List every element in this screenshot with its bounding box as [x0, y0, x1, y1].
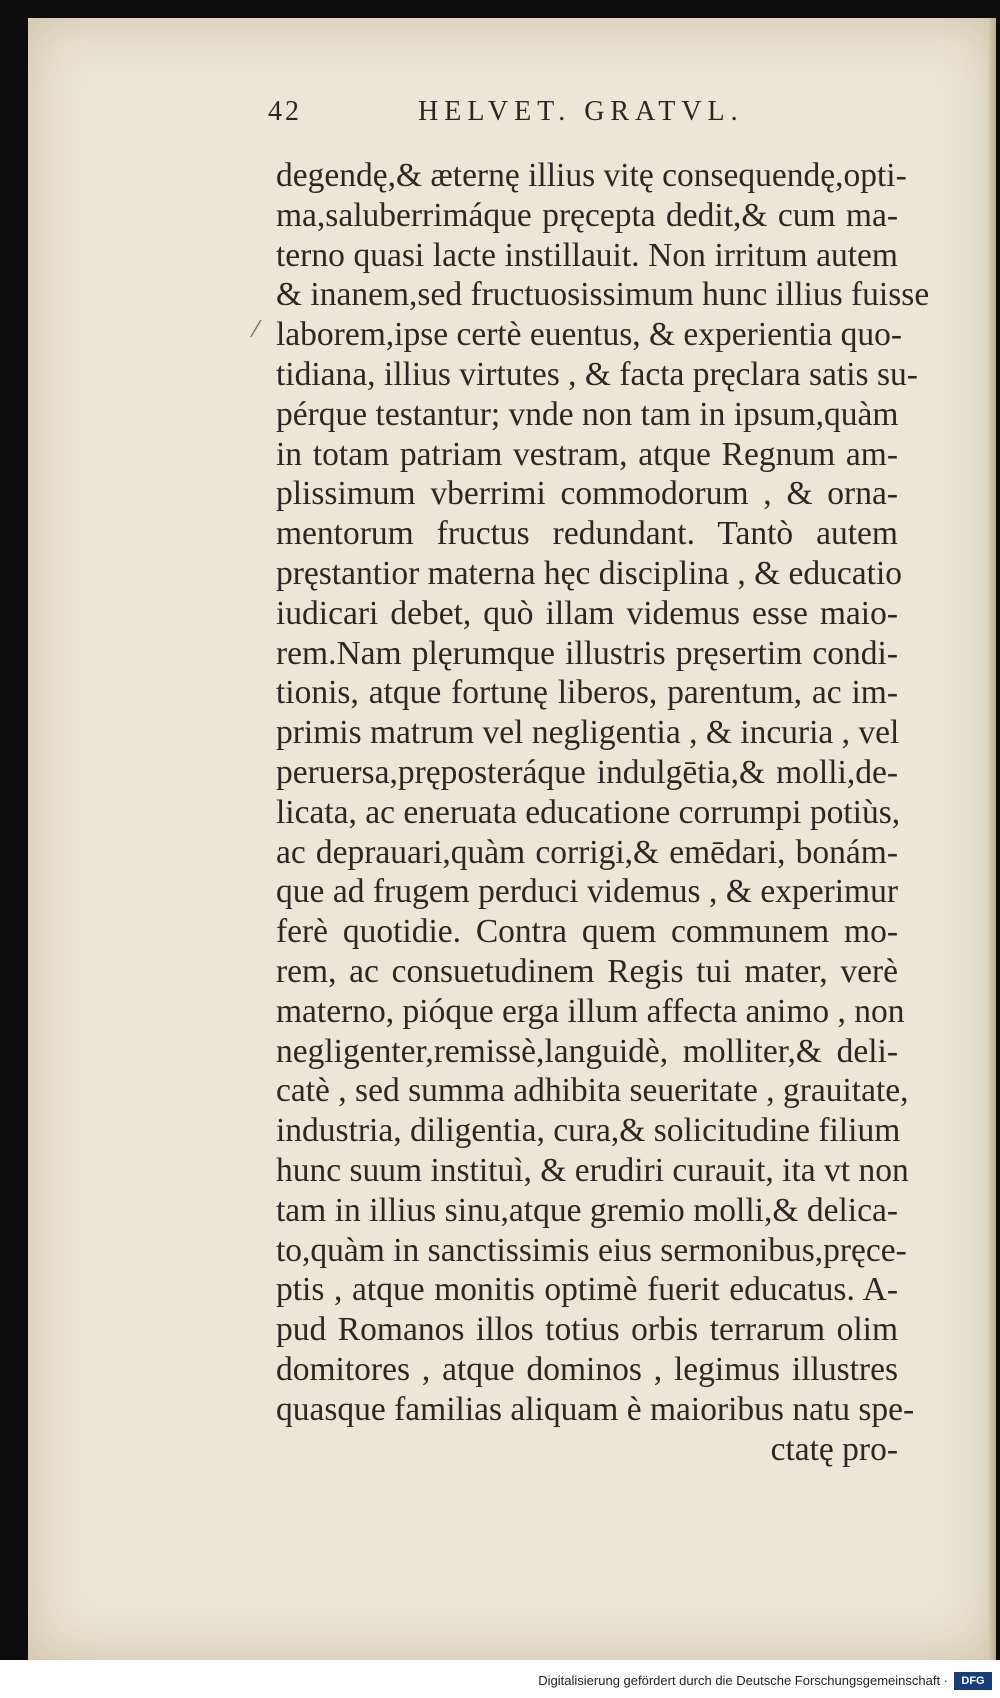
text-line: in totam patriam vestram, atque Regnum am-: [276, 435, 898, 473]
text-line: industria, diligentia, cura,& solicitudine filium: [276, 1112, 901, 1150]
text-line: plissimum vberrimi commodorum , & orna-: [276, 475, 898, 513]
text-line: laborem,ipse certè euentus, & experientia quo-: [276, 316, 903, 354]
text-line: degendę,& æternę illius vitę consequendę,opti-: [276, 157, 907, 194]
page-number: 42: [268, 96, 302, 127]
text-line: to,quàm in sanctissimis eius sermonibus,pręce-: [276, 1231, 907, 1269]
running-title: HELVET. GRATVL.: [418, 96, 744, 127]
page-edge: [988, 18, 996, 1660]
text-line: tam in illius sinu,atque gremio molli,& delica-: [276, 1191, 898, 1229]
book-page: [28, 18, 996, 1660]
text-line: mentorum fructus redundant. Tantò autem: [276, 515, 898, 553]
text-line: rem, ac consuetudinem Regis tui mater, verè: [276, 952, 898, 990]
text-line: pręstantior materna hęc disciplina , & educatio: [276, 554, 903, 592]
text-line: hunc suum instituì, & erudiri curauit, ita vt non: [276, 1151, 909, 1189]
text-line: iudicari debet, quò illam videmus esse maio-: [276, 594, 898, 632]
margin-mark-icon: ⁄: [254, 318, 258, 343]
text-line: ac deprauari,quàm corrigi,& emēdari, bonám-: [276, 833, 898, 871]
text-line: peruersa,pręposteráque indulgētia,& molli,de-: [276, 753, 898, 791]
dfg-logo-icon: DFG: [954, 1672, 992, 1690]
text-line: terno quasi lacte instillauit. Non irritum autem: [276, 236, 898, 274]
text-line: tidiana, illius virtutes , & facta pręclara satis su-: [276, 355, 918, 393]
text-line: que ad frugem perduci videmus , & experimur: [276, 873, 898, 911]
text-line: catè , sed summa adhibita seueritate , grauitate,: [276, 1072, 909, 1110]
text-line: domitores , atque dominos , legimus illustres: [276, 1350, 898, 1388]
text-line: materno, pióque erga illum affecta animo , non: [276, 992, 905, 1030]
text-line: ptis , atque monitis optimè fuerit educatus. A-: [276, 1271, 898, 1309]
text-line: licata, ac eneruata educatione corrumpi potiùs,: [276, 793, 901, 831]
text-line: pérque testantur; vnde non tam in ipsum,quàm: [276, 395, 899, 433]
footer-credit: Digitalisierung gefördert durch die Deutsche Forschungsgemeinschaft ·: [538, 1673, 948, 1688]
catchword: ctatę pro-: [770, 1430, 898, 1468]
body-text: [276, 156, 930, 1469]
text-line: & inanem,sed fructuosissimum hunc illius fuisse: [276, 276, 930, 314]
text-line: quasque familias aliquam è maioribus natu spe-: [276, 1390, 915, 1428]
text-line: ma,saluberrimáque pręcepta dedit,& cum ma-: [276, 196, 898, 234]
text-line: ferè quotidie. Contra quem communem mo-: [276, 913, 898, 951]
digitization-footer: [0, 1660, 1000, 1698]
text-line: rem.Nam plęrumque illustris pręsertim condi-: [276, 634, 898, 672]
text-line: primis matrum vel negligentia , & incuria , vel: [276, 714, 900, 752]
text-line: pud Romanos illos totius orbis terrarum olim: [276, 1311, 898, 1349]
text-line: tionis, atque fortunę liberos, parentum, ac im-: [276, 674, 898, 712]
text-line: negligenter,remissè,languidè, molliter,& deli-: [276, 1032, 898, 1070]
